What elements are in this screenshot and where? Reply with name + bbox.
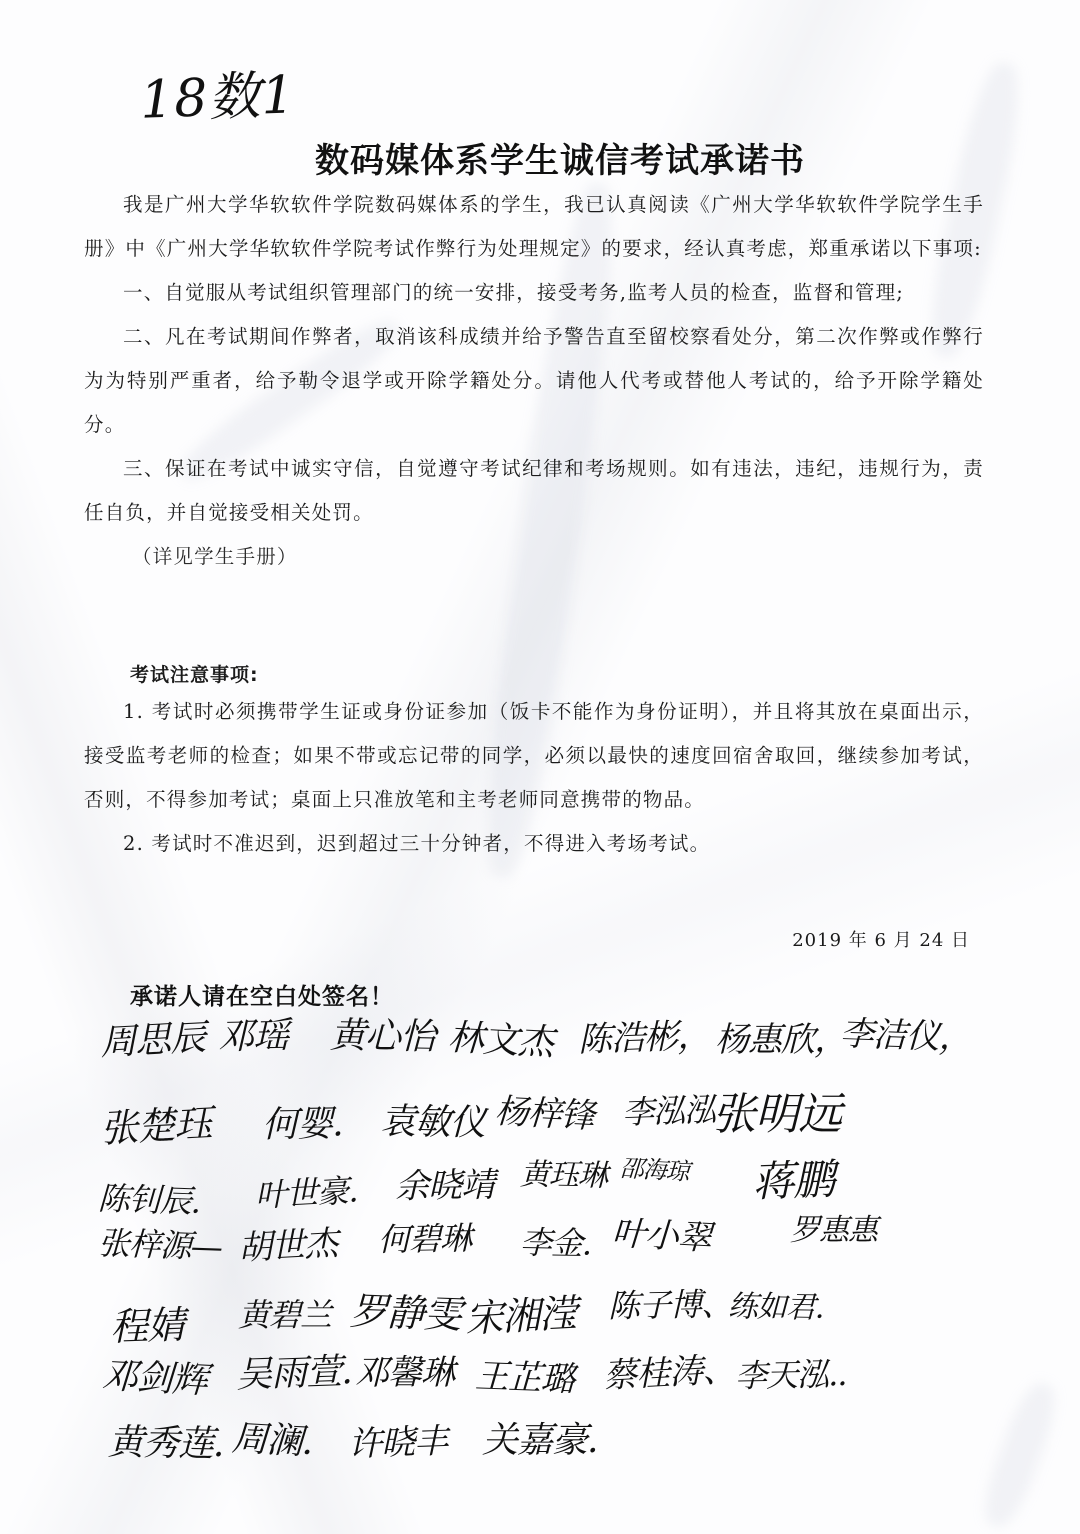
handwritten-signature: 陈钊辰. [97,1179,201,1221]
handwritten-signature: 陈子博、 [607,1284,733,1326]
handwritten-signature: 黄珏琳 [519,1157,608,1194]
intro-paragraph: 我是广州大学华软软件学院数码媒体系的学生，我已认真阅读《广州大学华软软件学院学生手册》中《广州大学华软软件学院考试作弊行为处理规定》的要求，经认真考虑，郑重承诺以下事项: [84,193,984,260]
handwritten-signature: 何婴. [261,1103,343,1146]
handwritten-signature: 叶世豪. [254,1171,359,1215]
handwritten-signature: 宋湘滢 [464,1291,578,1341]
handwritten-signature: 李洁仪， [839,1013,973,1059]
handwritten-signature: 张明远 [712,1089,841,1140]
handwritten-signature: 周思辰 [99,1017,207,1064]
handwritten-signature: 罗惠惠 [790,1213,877,1248]
handwritten-signature: 黄心怡 [329,1015,436,1058]
handwritten-signature: 陈浩彬， [577,1015,711,1061]
handwritten-signature: 程婧 [109,1302,185,1350]
document-title: 数码媒体系学生诚信考试承诺书 [315,141,805,181]
handwritten-signature: 张楚珏 [99,1101,213,1151]
handwritten-signature: 邓瑶 [217,1015,289,1058]
handwritten-signature: 罗静雯 [349,1289,462,1337]
pledge-item-3: 三、保证在考试中诚实守信，自觉遵守考试纪律和考场规则。如有违法，违纪，违规行为，责任自负，并自觉接受相关处罚。 [84,457,984,524]
handwritten-signature: 袁敏仪 [379,1101,486,1144]
handwritten-signature: 邓馨琳 [355,1353,454,1393]
signature-prompt: 承诺人请在空白处签名！ [130,984,394,1010]
handwritten-signature: 何碧琳 [377,1219,472,1259]
handwritten-signature: 许晓丰 [347,1421,448,1465]
handwritten-signature: 杨惠欣， [715,1020,847,1060]
notice-item-1: 1. 考试时必须携带学生证或身份证参加（饭卡不能作为身份证明），并且将其放在桌面出示，接受监考老师的检查；如果不带或忘记带的同学，必须以最快的速度回宿舍取回，继续参加考试，否则，不得参加考试；桌面上只准放笔和主考老师同意携带的物品。 [84,700,984,811]
handwritten-signature: 胡世杰 [237,1223,339,1269]
handwritten-signature: 张梓源— [97,1223,223,1267]
handwritten-signature: 黄碧兰 [238,1296,332,1334]
reference-note: （详见学生手册） [132,545,298,568]
handwritten-class-label: 18数1 [139,65,297,131]
document-date: 2019 年 6 月 24 日 [792,930,970,951]
handwritten-signature: 吴雨萱. [235,1350,353,1397]
handwritten-signature: 林文杰 [446,1017,554,1064]
handwritten-signature: 练如君. [727,1289,824,1326]
notice-item-2: 2. 考试时不准迟到，迟到超过三十分钟者，不得进入考场考试。 [123,832,711,855]
pledge-item-2: 二、凡在考试期间作弊者，取消该科成绩并给予警告直至留校察看处分，第二次作弊或作弊行为为特别严重者，给予勒令退学或开除学籍处分。请他人代考或替他人考试的，给予开除学籍处分。 [84,325,984,436]
handwritten-signature: 杨梓锋 [493,1091,595,1137]
handwritten-signature: 李泓泓 [621,1090,716,1132]
handwritten-signature: 黄秀莲. [107,1421,224,1466]
handwritten-signature: 邵海琼 [619,1154,690,1186]
handwritten-signature: 周澜. [230,1417,314,1464]
handwritten-signature: 关嘉豪. [482,1420,598,1461]
handwritten-signature: 王芷璐 [474,1356,575,1400]
handwritten-signature: 邓剑辉 [100,1355,208,1402]
handwritten-signature: 蒋鹏 [751,1154,835,1207]
handwritten-signature: 蔡桂涛、 [602,1349,737,1397]
handwritten-signature: 李金. [519,1223,592,1263]
notice-heading: 考试注意事项: [130,664,259,686]
handwritten-signature: 李天泓.. [734,1355,847,1395]
handwritten-signature: 余晓靖 [394,1165,495,1207]
handwritten-signature: 叶小翠 [610,1213,712,1259]
pledge-item-1: 一、自觉服从考试组织管理部门的统一安排，接受考务,监考人员的检查，监督和管理; [123,281,905,304]
